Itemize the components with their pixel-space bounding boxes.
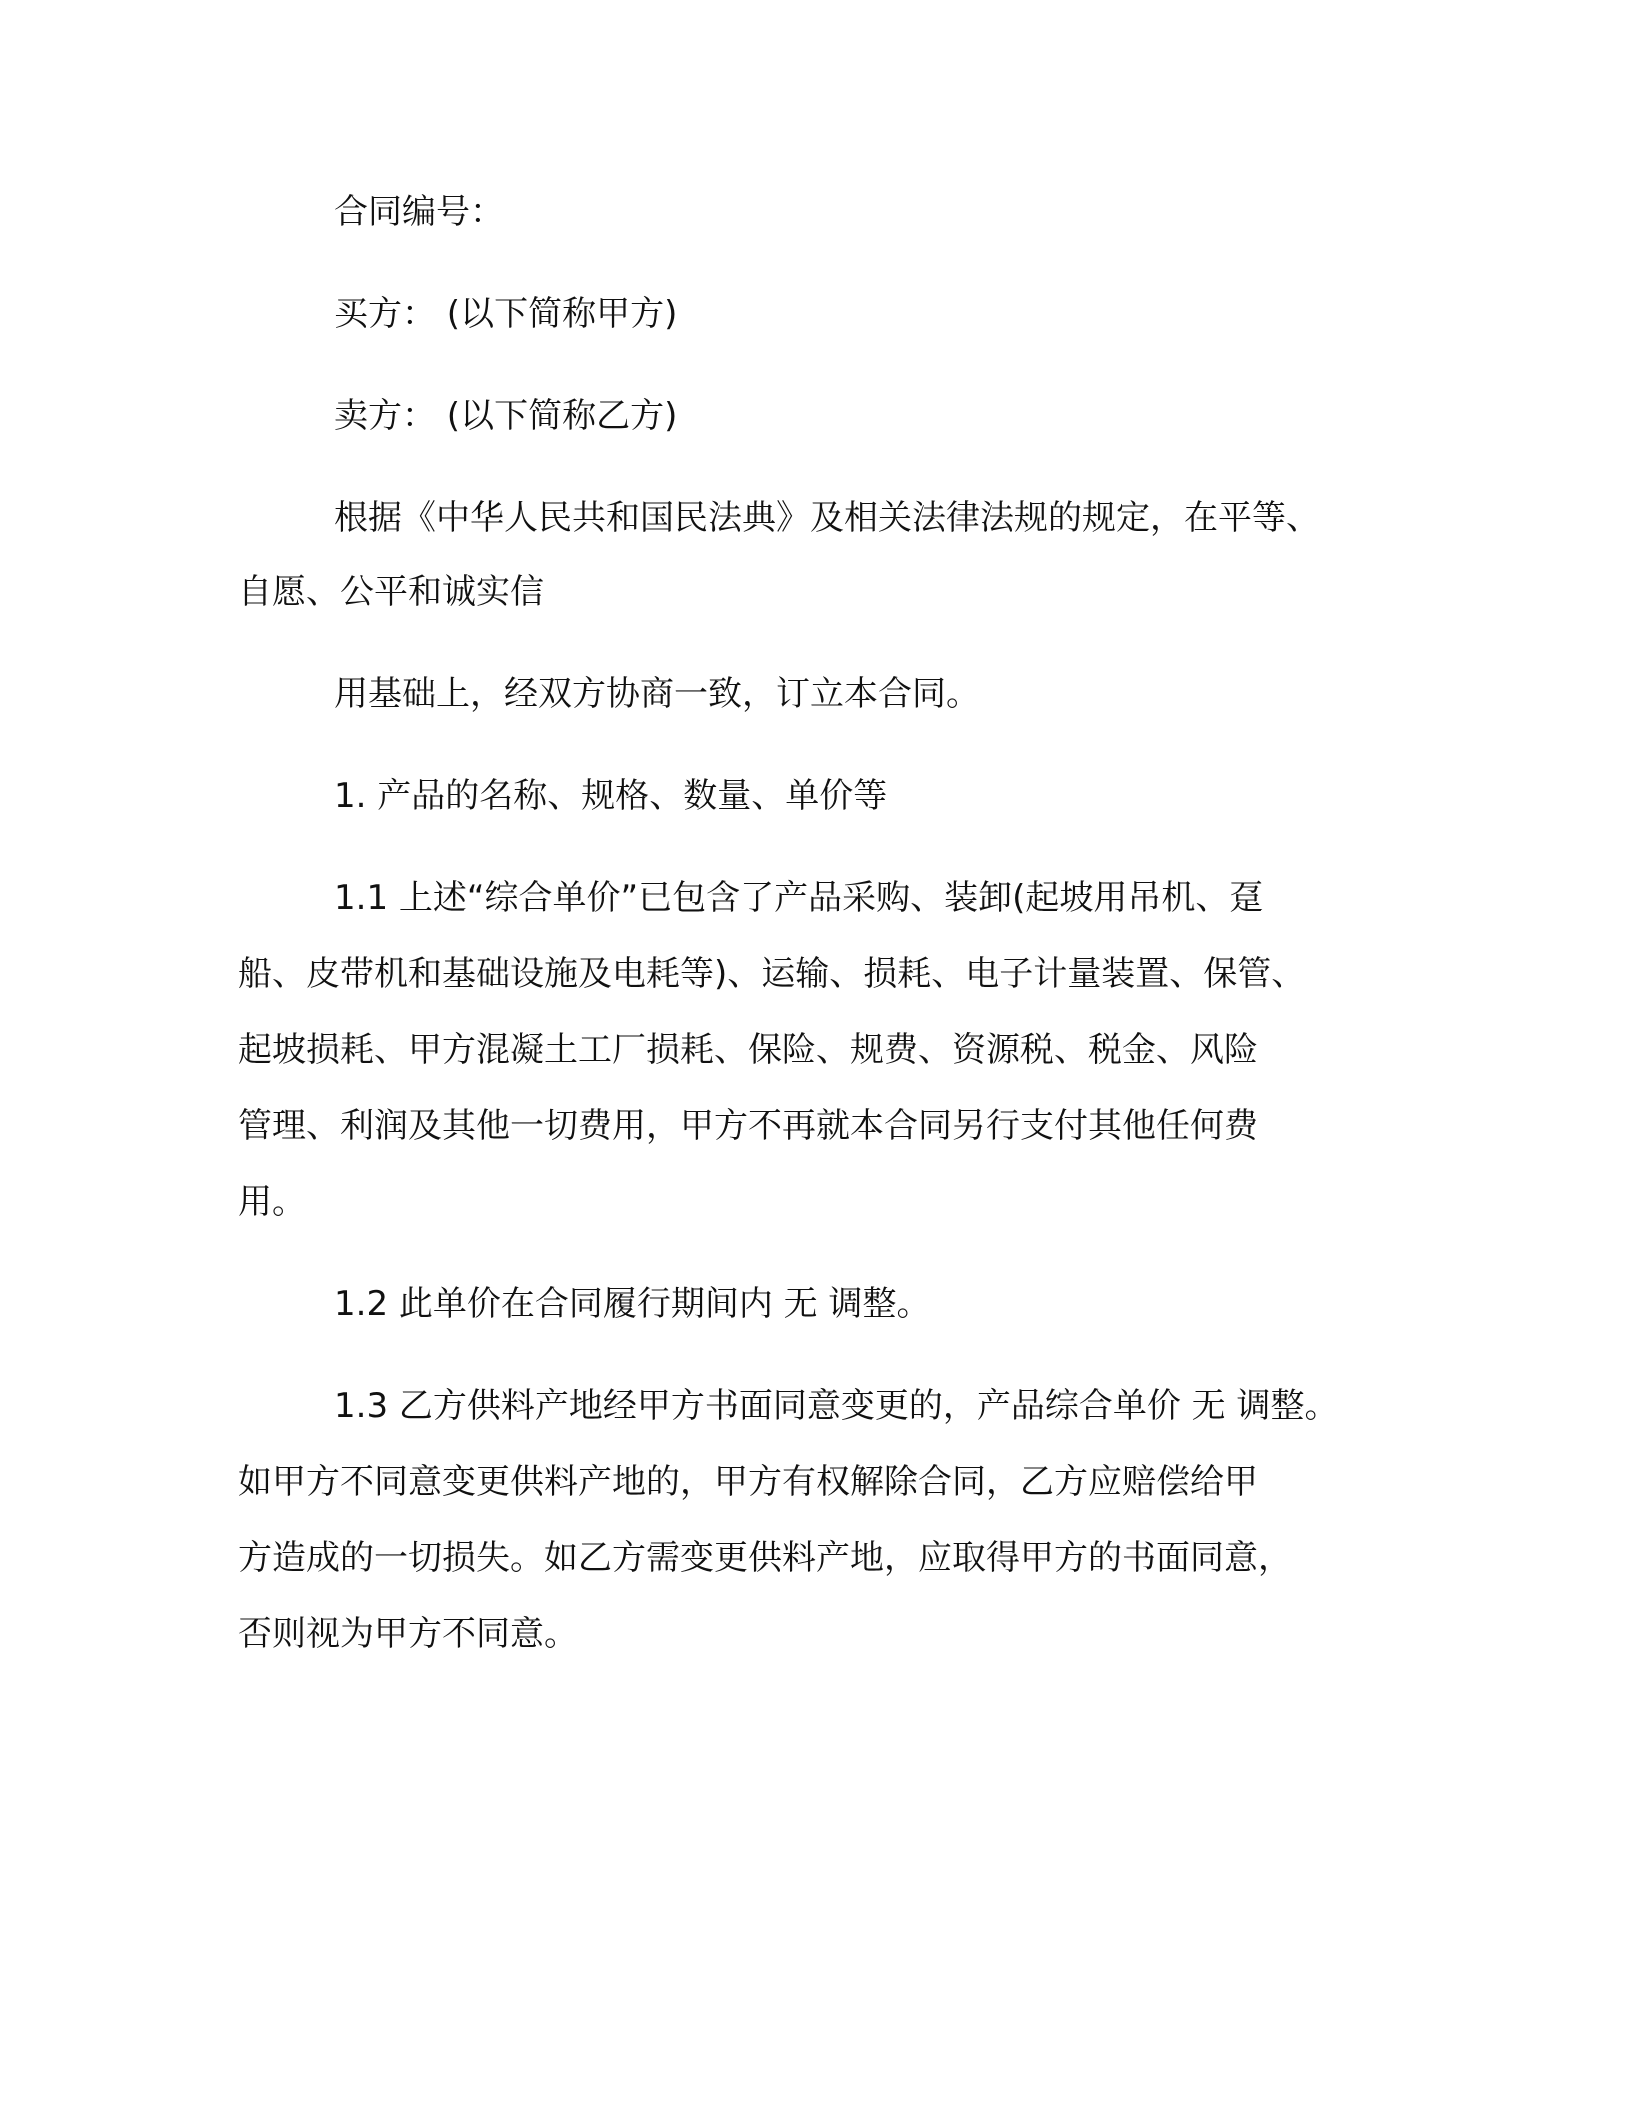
clause-1-3-line-3: 方造成的一切损失。如乙方需变更供料产地，应取得甲方的书面同意， — [238, 1538, 1292, 1578]
section-1-heading: 1. 产品的名称、规格、数量、单价等 — [334, 776, 888, 816]
clause-1-3-line-4: 否则视为甲方不同意。 — [238, 1614, 578, 1654]
clause-1-1-line-1: 1.1 上述“综合单价”已包含了产品采购、装卸(起坡用吊机、趸 — [334, 878, 1264, 918]
clause-1-1-line-2: 船、皮带机和基础设施及电耗等)、运输、损耗、电子计量装置、保管、 — [238, 954, 1306, 994]
seller-line: 卖方： (以下简称乙方) — [334, 396, 678, 436]
contract-number-label: 合同编号： — [334, 192, 504, 232]
clause-1-2: 1.2 此单价在合同履行期间内 无 调整。 — [334, 1284, 931, 1324]
preamble-continuation: 用基础上，经双方协商一致，订立本合同。 — [334, 674, 980, 714]
clause-1-3-line-2: 如甲方不同意变更供料产地的，甲方有权解除合同，乙方应赔偿给甲 — [238, 1462, 1258, 1502]
clause-1-1-line-4: 管理、利润及其他一切费用，甲方不再就本合同另行支付其他任何费 — [238, 1106, 1258, 1146]
clause-1-1-line-3: 起坡损耗、甲方混凝土工厂损耗、保险、规费、资源税、税金、风险 — [238, 1030, 1258, 1070]
preamble-line-1: 根据《中华人民共和国民法典》及相关法律法规的规定，在平等、 — [334, 498, 1320, 538]
clause-1-3-line-1: 1.3 乙方供料产地经甲方书面同意变更的，产品综合单价 无 调整。 — [334, 1386, 1339, 1426]
preamble-line-2: 自愿、公平和诚实信 — [238, 572, 544, 612]
clause-1-1-line-5: 用。 — [238, 1182, 306, 1222]
buyer-line: 买方： (以下简称甲方) — [334, 294, 678, 334]
